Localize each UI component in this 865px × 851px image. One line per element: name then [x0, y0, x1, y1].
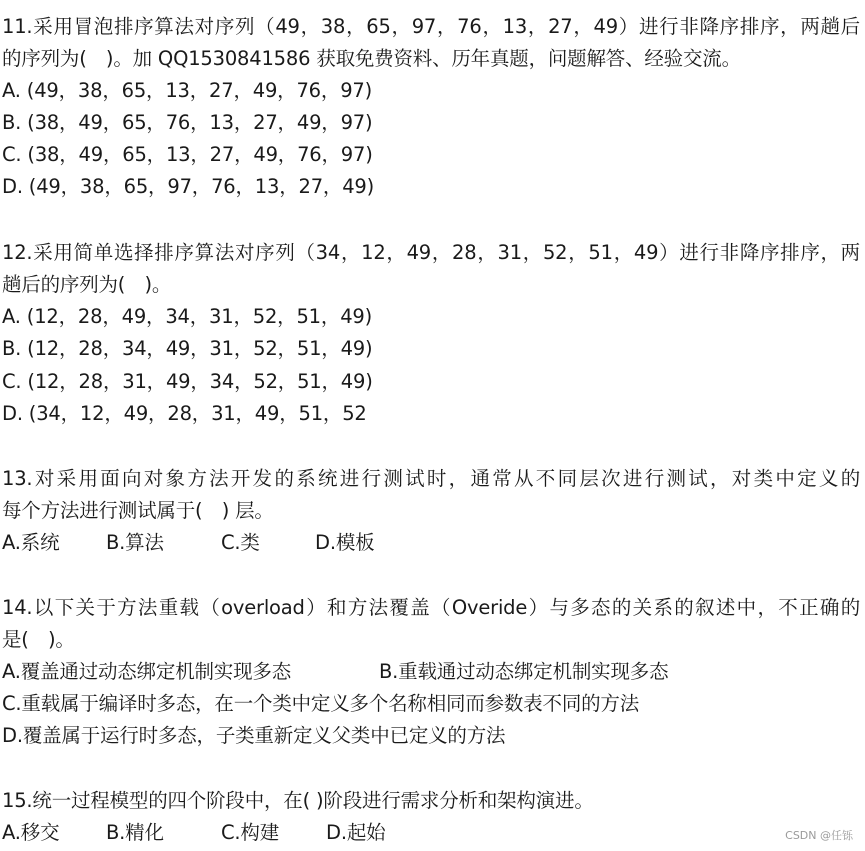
q14-option-d: D.覆盖属于运行时多态，子类重新定义父类中已定义的方法 [2, 724, 506, 747]
q12-option-a: A. (12，28，49，34，31，52，51，49) [2, 305, 373, 328]
q14-option-b: B.重载通过动态绑定机制实现多态 [379, 660, 669, 683]
q15-options [2, 817, 862, 849]
q14-options-row1 [2, 656, 862, 688]
q15-option-d: D.起始 [326, 821, 386, 844]
q12-option-b: B. (12，28，34，49，31，52，51，49) [2, 337, 373, 360]
q13-option-c: C.类 [221, 531, 260, 554]
q11-option-c: C. (38，49，65，13，27，49，76，97) [2, 143, 373, 166]
q11-stem-line1: 11.采用冒泡排序算法对序列（49，38，65，97，76，13，27，49）进行非降序排序，两趟后 [2, 15, 860, 38]
q15-option-b: B.精化 [106, 821, 164, 844]
q14-option-c: C.重载属于编译时多态，在一个类中定义多个名称相同而参数表不同的方法 [2, 692, 640, 715]
q11-option-a: A. (49，38，65，13，27，49，76，97) [2, 79, 373, 102]
q12-option-d: D. (34，12，49，28，31，49，51，52 [2, 402, 367, 425]
q13-option-d: D.模板 [315, 531, 375, 554]
q13-options [2, 527, 862, 559]
q13-stem-line1: 13.对采用面向对象方法开发的系统进行测试时，通常从不同层次进行测试，对类中定义的 [2, 467, 860, 490]
q12-option-c: C. (12，28，31，49，34，52，51，49) [2, 370, 373, 393]
q13-option-a: A.系统 [2, 531, 60, 554]
q11-stem-line2: 的序列为( )。加 QQ1530841586 获取免费资料、历年真题，问题解答、经验交流。 [2, 47, 741, 70]
q15-option-c: C.构建 [221, 821, 280, 844]
q11-option-d: D. (49，38，65，97，76，13，27，49) [2, 175, 375, 198]
q14-option-a: A.覆盖通过动态绑定机制实现多态 [2, 660, 291, 683]
q15-stem: 15.统一过程模型的四个阶段中，在( )阶段进行需求分析和架构演进。 [2, 789, 594, 812]
q14-stem-line1: 14.以下关于方法重载（overload）和方法覆盖（Overide）与多态的关系的叙述中，不正确的 [2, 596, 860, 619]
q13-stem-line2: 每个方法进行测试属于( ) 层。 [2, 499, 274, 522]
q15-option-a: A.移交 [2, 821, 60, 844]
q11-option-b: B. (38，49，65，76，13，27，49，97) [2, 111, 373, 134]
q12-stem-line1: 12.采用简单选择排序算法对序列（34，12，49，28，31，52，51，49）进行非降序排序，两 [2, 241, 860, 264]
csdn-watermark: CSDN @任铄 [785, 829, 853, 842]
q12-stem-line2: 趟后的序列为( )。 [2, 273, 172, 296]
q13-option-b: B.算法 [106, 531, 164, 554]
q14-stem-line2: 是( )。 [2, 628, 75, 651]
